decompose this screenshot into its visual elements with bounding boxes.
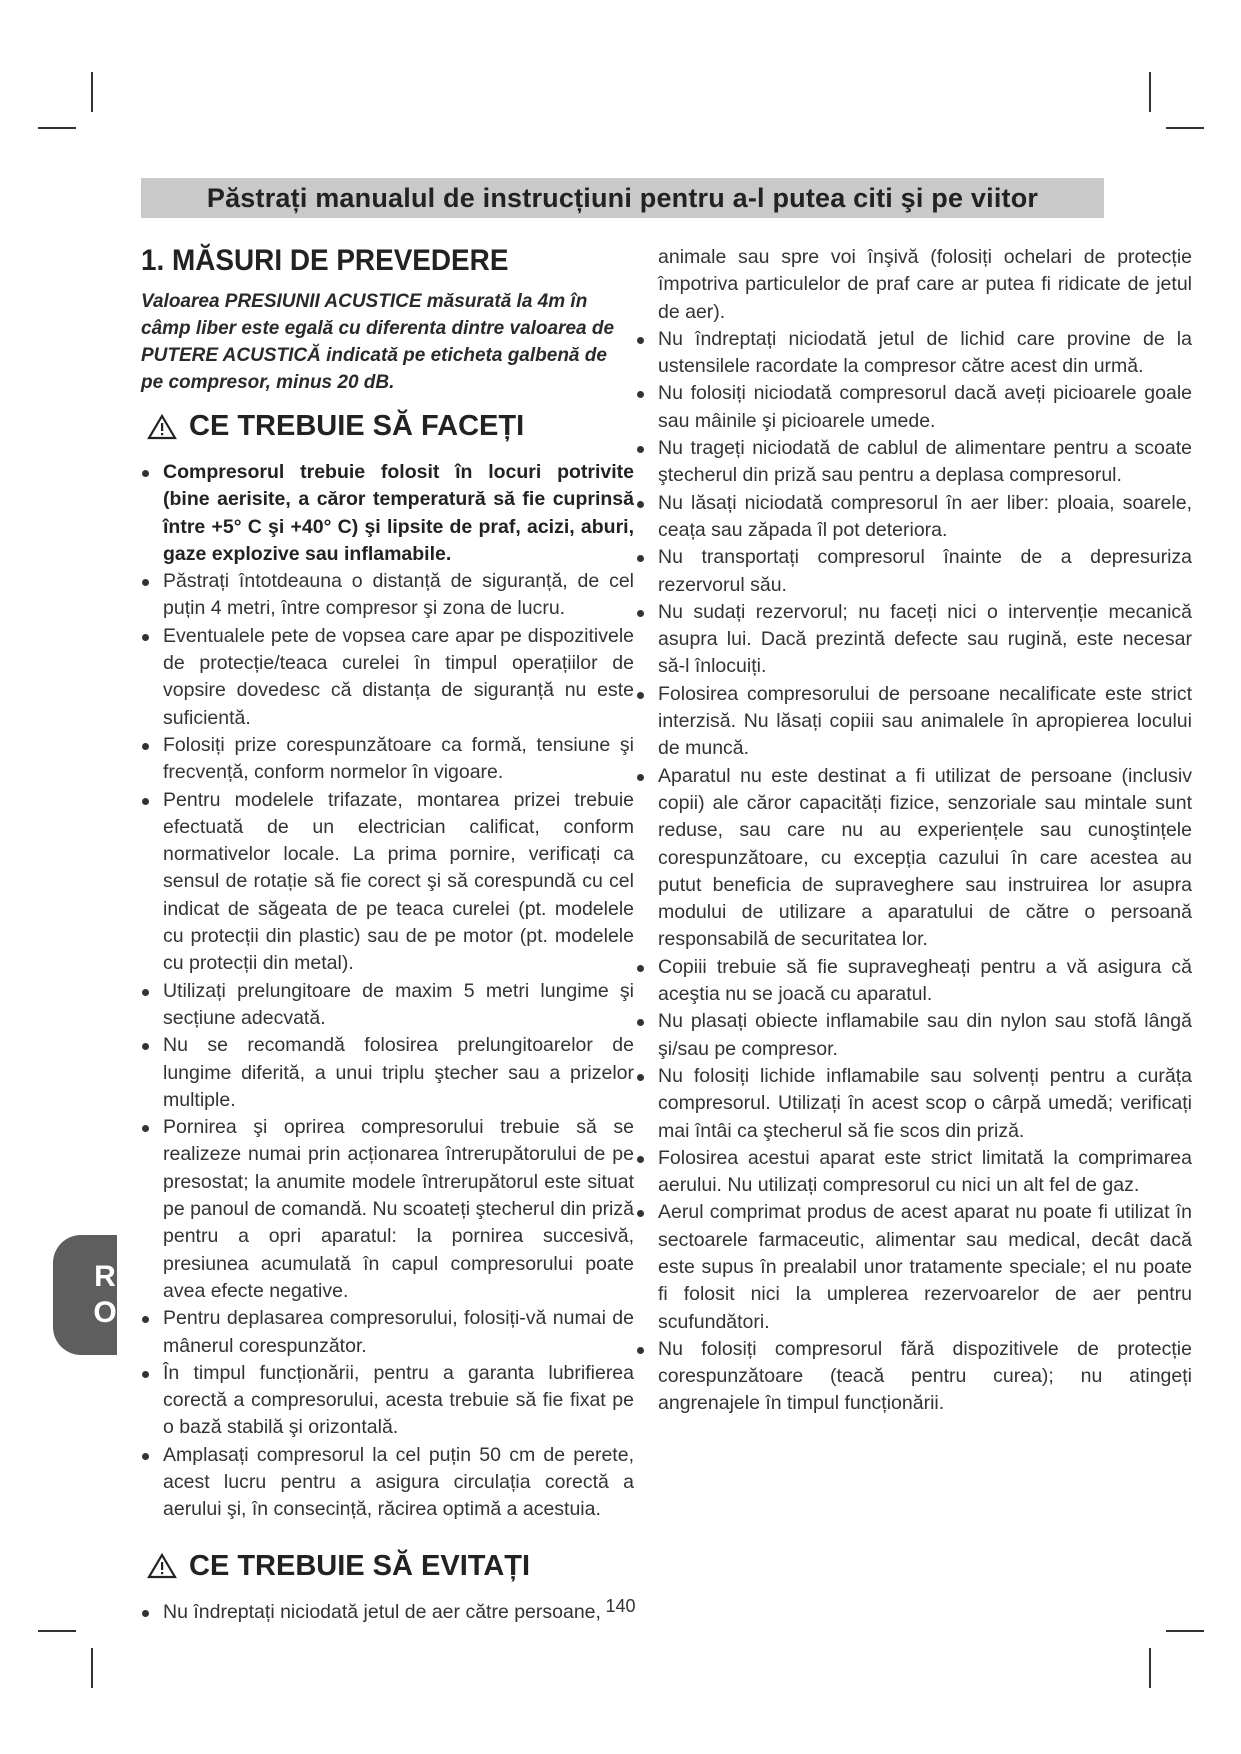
avoid-heading-text: CE TREBUIE SĂ EVITAȚI bbox=[189, 1549, 531, 1582]
list-item: Aparatul nu este destinat a fi utilizat de persoane (inclusiv copii) ale căror capacități fizice, senzoriale sau mintale sunt reduse, sau care nu au experiențele sau cunoştințele corespunzătoare, cu excepția cazului în care acestea au putut beneficia de supraveghere sau instruirea lor asupra modului de utilizare a aparatului de către o persoană responsabilă de securitatea lor. bbox=[636, 763, 1192, 954]
bullet-icon bbox=[142, 1316, 149, 1323]
list-item: Amplasați compresorul la cel puțin 50 cm de perete, acest lucru pentru a asigura circulația corectă a aerului şi, în consecință, răcirea optimă a acestuia. bbox=[141, 1442, 634, 1524]
bullet-icon bbox=[142, 1043, 149, 1050]
bullet-icon bbox=[637, 1019, 644, 1026]
crop-mark bbox=[38, 127, 76, 129]
bullet-icon bbox=[637, 965, 644, 972]
bullet-icon bbox=[142, 470, 149, 477]
list-item: Eventualele pete de vopsea care apar pe dispozitivele de protecție/teaca curelei în timpul operațiilor de vopsire dovedesc că distanța de siguranță nu este suficientă. bbox=[141, 623, 634, 732]
list-item: Nu trageți niciodată de cablul de alimentare pentru a scoate ştecherul din priză sau pentru a deplasa compresorul. bbox=[636, 435, 1192, 490]
list-item: Nu plasați obiecte inflamabile sau din nylon sau stofă lângă şi/sau pe compresor. bbox=[636, 1008, 1192, 1063]
banner-text: Păstrați manualul de instrucțiuni pentru a-l putea citi şi pe viitor bbox=[206, 182, 1039, 213]
list-item-continuation: animale sau spre voi înşivă (folosiți ochelari de protecție împotriva particulelor de praf care ar putea fi ridicate de jetul de aer). bbox=[658, 246, 1192, 323]
bullet-icon bbox=[637, 391, 644, 398]
bullet-icon bbox=[637, 692, 644, 699]
bullet-icon bbox=[637, 1347, 644, 1354]
avoid-heading bbox=[147, 1550, 634, 1583]
avoid-list bbox=[636, 244, 1192, 1418]
list-item: Nu lăsați niciodată compresorul în aer liber: ploaia, soarele, ceața sau zăpada îl pot deteriora. bbox=[636, 490, 1192, 545]
bullet-icon bbox=[637, 1210, 644, 1217]
bullet-icon bbox=[637, 501, 644, 508]
list-item: Nu îndreptați niciodată jetul de aer către persoane, bbox=[141, 1599, 634, 1626]
list-item: Pentru deplasarea compresorului, folosiți-vă numai de mânerul corespunzător. bbox=[141, 1305, 634, 1360]
list-item: Nu folosiți lichide inflamabile sau solvenți pentru a curăța compresorul. Utilizați în acest scop o cârpă umedă; verificați mai întâi ca ştecherul să fie scos din priză. bbox=[636, 1063, 1192, 1145]
crop-mark bbox=[1166, 127, 1204, 129]
do-heading-text: CE TREBUIE SĂ FACEȚI bbox=[189, 410, 525, 442]
bullet-icon bbox=[637, 1074, 644, 1081]
list-item: Nu folosiți compresorul fără dispozitivele de protecție corespunzătoare (teacă pentru curea); nu atingeți angrenajele în timpul funcționării. bbox=[636, 1336, 1192, 1418]
list-item: Folosirea compresorului de persoane necalificate este strict interzisă. Nu lăsați copiii sau animalele în apropierea locului de muncă. bbox=[636, 681, 1192, 763]
header-banner bbox=[141, 178, 1104, 218]
page-number: 140 bbox=[605, 1596, 636, 1616]
list-item: Folosirea acestui aparat este strict limitată la comprimarea aerului. Nu utilizați compresorul cu nici un alt fel de gaz. bbox=[636, 1145, 1192, 1200]
bullet-icon bbox=[637, 446, 644, 453]
list-item: Păstrați întotdeauna o distanță de siguranță, de cel puțin 4 metri, între compresor şi zona de lucru. bbox=[141, 568, 634, 623]
list-item: Nu se recomandă folosirea prelungitoarelor de lungime diferită, a unui triplu ştecher sau a prizelor multiple. bbox=[141, 1032, 634, 1114]
bullet-icon bbox=[637, 555, 644, 562]
crop-mark bbox=[38, 1630, 76, 1632]
bullet-icon bbox=[637, 774, 644, 781]
bullet-icon bbox=[142, 634, 149, 641]
list-item: Nu folosiți niciodată compresorul dacă aveți picioarele goale sau mâinile şi picioarele umede. bbox=[636, 380, 1192, 435]
list-item: Folosiți prize corespunzătoare ca formă, tensiune şi frecvență, conform normelor în vigoare. bbox=[141, 732, 634, 787]
left-column bbox=[141, 240, 634, 1626]
language-tab-letter: R bbox=[94, 1260, 116, 1293]
bullet-icon bbox=[637, 337, 644, 344]
bullet-icon bbox=[142, 1371, 149, 1378]
crop-mark bbox=[1149, 1648, 1151, 1688]
bullet-icon bbox=[142, 798, 149, 805]
list-item: Nu îndreptați niciodată jetul de lichid care provine de la ustensilele racordate la compresor către acest din urmă. bbox=[636, 326, 1192, 381]
crop-mark bbox=[1149, 72, 1151, 112]
list-item: În timpul funcționării, pentru a garanta lubrifierea corectă a compresorului, acesta trebuie să fie fixat pe o bază stabilă şi orizontală. bbox=[141, 1360, 634, 1442]
do-list bbox=[141, 459, 634, 1524]
crop-mark bbox=[1166, 1630, 1204, 1632]
bullet-icon bbox=[637, 610, 644, 617]
list-item: Utilizați prelungitoare de maxim 5 metri lungime şi secțiune adecvată. bbox=[141, 978, 634, 1033]
bullet-icon bbox=[142, 989, 149, 996]
list-item: Aerul comprimat produs de acest aparat nu poate fi utilizat în sectoarele farmaceutic, alimentar sau medical, decât dacă este supus în prealabil unor tratamente speciale; el nu poate fi folosit nici la umplerea rezervoarelor de aer pentru scufundători. bbox=[636, 1199, 1192, 1335]
language-tab bbox=[53, 1235, 117, 1355]
list-item: Pentru modelele trifazate, montarea prizei trebuie efectuată de un electrician calificat, conform normativelor locale. La prima pornire, verificați ca sensul de rotație să fie corect şi să corespundă cu cel indicat de săgeata de pe teaca curelei (pt. modelele cu protecții din plastic) sau de pe motor (pt. modelele cu protecții din metal). bbox=[141, 787, 634, 978]
bullet-icon bbox=[637, 1156, 644, 1163]
do-heading bbox=[147, 410, 634, 443]
bullet-icon bbox=[142, 743, 149, 750]
list-item: Nu transportați compresorul înainte de a depresuriza rezervorul său. bbox=[636, 544, 1192, 599]
bullet-icon bbox=[142, 579, 149, 586]
crop-mark bbox=[91, 1648, 93, 1688]
intro-paragraph: Valoarea PRESIUNII ACUSTICE măsurată la 4m în câmp liber este egală cu diferenta dintre valoarea de PUTERE ACUSTICĂ indicată pe eticheta galbenă de pe compresor, minus 20 dB. bbox=[141, 291, 615, 393]
list-item: Copiii trebuie să fie supravegheați pentru a vă asigura că aceştia nu se joacă cu aparatul. bbox=[636, 954, 1192, 1009]
list-item: Compresorul trebuie folosit în locuri potrivite (bine aerisite, a căror temperatură să fie cuprinsă între +5° C şi +40° C) şi lipsite de praf, acizi, aburi, gaze explozive sau inflamabile. bbox=[141, 459, 634, 568]
list-item: Pornirea şi oprirea compresorului trebuie să se realizeze numai prin acționarea întrerupătorului de pe presostat; la anumite modele întrerupătorul este situat pe panoul de comandă. Nu scoateți ştecherul din priză pentru a opri aparatul: la pornirea succesivă, presiunea acumulată în capul compresorului poate avea efecte negative. bbox=[141, 1114, 634, 1305]
list-item: Nu sudați rezervorul; nu faceți nici o intervenție mecanică asupra lui. Dacă prezintă defecte sau rugină, este necesar să-l înlocuiți. bbox=[636, 599, 1192, 681]
bullet-icon bbox=[142, 1125, 149, 1132]
warning-icon bbox=[147, 1553, 177, 1579]
right-column bbox=[636, 244, 1192, 1418]
language-tab-letter: O bbox=[93, 1296, 117, 1329]
bullet-icon bbox=[142, 1453, 149, 1460]
warning-icon bbox=[147, 414, 177, 440]
section-title: 1. MĂSURI DE PREVEDERE bbox=[141, 244, 509, 277]
crop-mark bbox=[91, 72, 93, 112]
